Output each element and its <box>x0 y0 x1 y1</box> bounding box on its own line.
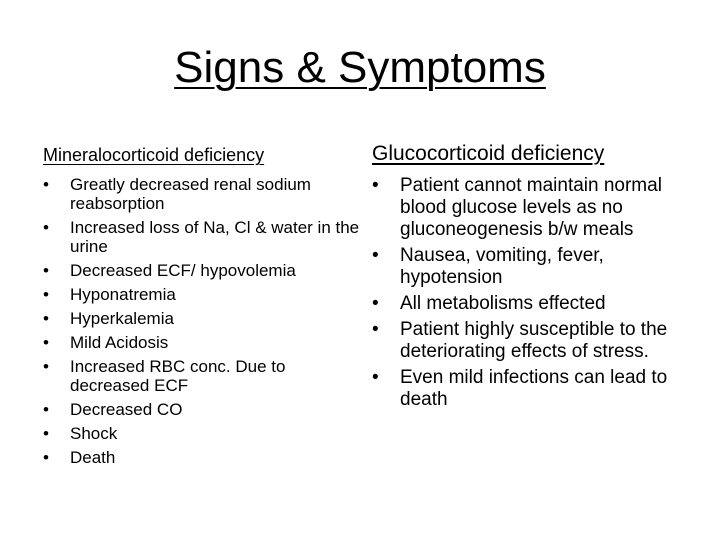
bullet-icon: • <box>43 218 49 237</box>
list-item-text: Shock <box>70 424 118 443</box>
list-item <box>372 293 692 315</box>
mineralocorticoid-column <box>43 138 363 472</box>
bullet-icon: • <box>372 319 379 340</box>
list-item <box>43 448 363 467</box>
bullet-icon: • <box>372 245 379 266</box>
list-item-text: Greatly decreased renal sodium reabsorption <box>70 175 311 213</box>
list-item-text: Nausea, vomiting, fever, hypotension <box>400 245 604 288</box>
bullet-icon: • <box>372 367 379 388</box>
bullet-icon: • <box>372 175 379 196</box>
list-item-text: Even mild infections can lead to death <box>400 367 668 410</box>
list-item-text: Decreased ECF/ hypovolemia <box>70 261 296 280</box>
list-item <box>43 218 363 256</box>
list-item-text: Decreased CO <box>70 400 183 419</box>
bullet-icon: • <box>372 293 379 314</box>
list-item <box>43 400 363 419</box>
glucocorticoid-column <box>372 138 692 415</box>
list-item-text: Patient cannot maintain normal blood glucose levels as no gluconeogenesis b/w meals <box>400 175 662 240</box>
list-item <box>43 424 363 443</box>
list-item-text: Patient highly susceptible to the deteriorating effects of stress. <box>400 319 668 362</box>
bullet-icon: • <box>43 309 49 328</box>
bullet-icon: • <box>43 357 49 376</box>
list-item <box>43 357 363 395</box>
bullet-icon: • <box>43 448 49 467</box>
list-item <box>43 175 363 213</box>
mineralocorticoid-list <box>43 175 363 467</box>
glucocorticoid-list <box>372 175 692 411</box>
list-item-text: Increased RBC conc. Due to decreased ECF <box>70 357 286 395</box>
list-item <box>43 333 363 352</box>
mineralocorticoid-heading: Mineralocorticoid deficiency <box>43 145 265 165</box>
bullet-icon: • <box>43 424 49 443</box>
list-item-text: Death <box>70 448 116 467</box>
bullet-icon: • <box>43 261 49 280</box>
glucocorticoid-heading: Glucocorticoid deficiency <box>372 142 605 165</box>
list-item <box>372 367 692 411</box>
slide-title: Signs & Symptoms <box>174 43 546 92</box>
list-item-text: All metabolisms effected <box>400 293 606 314</box>
list-item <box>372 245 692 289</box>
bullet-icon: • <box>43 175 49 194</box>
list-item-text: Increased loss of Na, Cl & water in the urine <box>70 218 360 256</box>
list-item <box>372 175 692 241</box>
bullet-icon: • <box>43 400 49 419</box>
list-item <box>43 309 363 328</box>
list-item-text: Mild Acidosis <box>70 333 169 352</box>
list-item-text: Hyponatremia <box>70 285 176 304</box>
list-item-text: Hyperkalemia <box>70 309 174 328</box>
bullet-icon: • <box>43 333 49 352</box>
list-item <box>43 261 363 280</box>
list-item <box>43 285 363 304</box>
list-item <box>372 319 692 363</box>
bullet-icon: • <box>43 285 49 304</box>
